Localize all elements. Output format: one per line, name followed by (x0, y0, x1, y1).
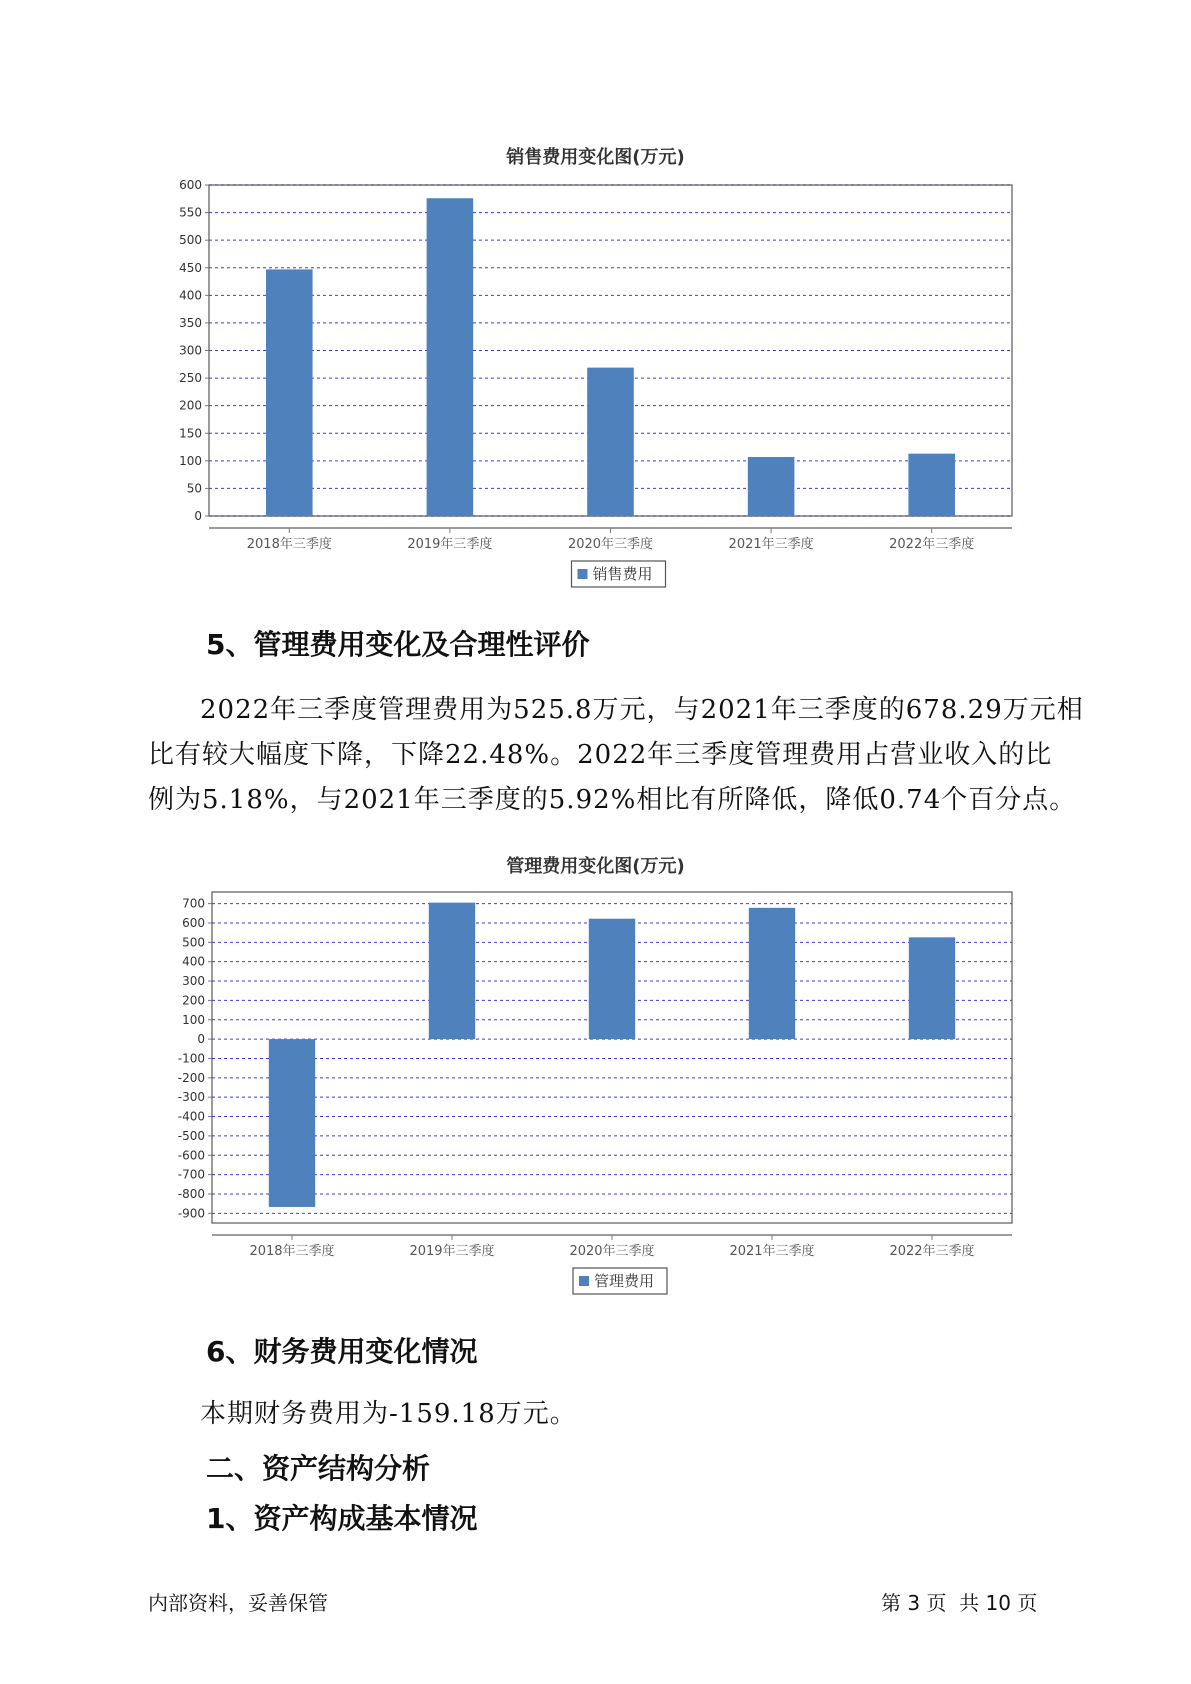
section-asset-1-heading: 1、资产构成基本情况 (206, 1502, 478, 1535)
sales-x-tick-label: 2019年三季度 (407, 537, 493, 552)
admin-x-tick-label: 2021年三季度 (729, 1244, 815, 1259)
admin-x-tick-label: 2022年三季度 (889, 1244, 975, 1259)
sales-x-tick-label: 2018年三季度 (246, 537, 332, 552)
sales-legend-label: 销售费用 (592, 565, 653, 583)
admin-y-tick-label: 400 (182, 954, 205, 969)
admin-expense-chart (0, 880, 1191, 1300)
admin-y-tick-label: -400 (177, 1109, 205, 1124)
admin-legend-swatch (579, 1276, 589, 1286)
admin-y-tick-label: -200 (177, 1070, 205, 1085)
sales-bar (587, 368, 634, 516)
sales-y-tick-label: 0 (194, 509, 202, 523)
sales-legend-swatch (578, 569, 588, 579)
admin-x-tick-label: 2019年三季度 (409, 1244, 495, 1259)
sales-bar (748, 457, 795, 516)
section-6-text: 本期财务费用为-159.18万元。 (200, 1399, 577, 1429)
sales-chart-title: 销售费用变化图(万元) (506, 147, 685, 168)
sales-x-tick-label: 2022年三季度 (889, 537, 975, 552)
sales-bar (266, 269, 313, 516)
admin-bar (269, 1039, 315, 1207)
sales-legend (572, 561, 666, 587)
sales-bar (427, 198, 474, 516)
admin-y-tick-label: 100 (182, 1012, 205, 1027)
admin-bar (909, 937, 955, 1039)
admin-y-tick-label: -300 (177, 1090, 205, 1105)
section-6-heading: 6、财务费用变化情况 (206, 1335, 478, 1368)
section-asset-heading: 二、资产结构分析 (206, 1452, 431, 1485)
sales-y-tick-label: 550 (179, 205, 202, 220)
sales-y-tick-label: 400 (179, 288, 202, 303)
admin-y-tick-label: -100 (177, 1051, 205, 1066)
admin-bar (429, 903, 475, 1039)
admin-y-tick-label: 700 (182, 896, 205, 911)
sales-y-tick-label: 50 (186, 481, 202, 496)
admin-x-tick-label: 2020年三季度 (569, 1244, 655, 1259)
admin-y-tick-label: 500 (182, 935, 205, 950)
admin-y-tick-label: -900 (177, 1206, 205, 1221)
sales-y-tick-label: 300 (179, 343, 202, 358)
admin-y-tick-label: -700 (177, 1167, 205, 1182)
section-5-line-1: 2022年三季度管理费用为525.8万元，与2021年三季度的678.29万元相 (200, 695, 1084, 725)
admin-y-tick-label: 200 (182, 993, 205, 1008)
sales-y-tick-label: 350 (179, 315, 202, 330)
admin-bar (749, 908, 795, 1039)
sales-y-tick-label: 450 (179, 260, 202, 275)
admin-bar (589, 919, 635, 1039)
section-5-line-2: 比有较大幅度下降，下降22.48%。2022年三季度管理费用占营业收入的比 (148, 740, 1053, 770)
admin-chart-title: 管理费用变化图(万元) (506, 856, 685, 877)
admin-x-tick-label: 2018年三季度 (249, 1244, 335, 1259)
admin-legend (573, 1268, 667, 1294)
sales-bar (908, 454, 955, 516)
section-5-heading: 5、管理费用变化及合理性评价 (206, 628, 590, 661)
admin-y-tick-label: 300 (182, 974, 205, 989)
sales-expense-chart (0, 170, 1191, 590)
admin-y-tick-label: -800 (177, 1186, 205, 1201)
footer-right: 第 3 页 共 10 页 (881, 1591, 1038, 1615)
sales-x-tick-label: 2021年三季度 (728, 537, 814, 552)
sales-y-tick-label: 150 (179, 426, 202, 441)
admin-y-tick-label: -500 (177, 1128, 205, 1143)
admin-y-tick-label: 0 (197, 1032, 205, 1047)
section-5-line-3: 例为5.18%，与2021年三季度的5.92%相比有所降低，降低0.74个百分点。 (148, 785, 1077, 815)
sales-y-tick-label: 100 (179, 453, 202, 468)
admin-y-tick-label: -600 (177, 1148, 205, 1163)
sales-y-tick-label: 250 (179, 371, 202, 386)
admin-legend-label: 管理费用 (594, 1272, 655, 1290)
sales-x-tick-label: 2020年三季度 (567, 537, 654, 552)
sales-y-tick-label: 600 (179, 178, 202, 192)
sales-y-tick-label: 500 (179, 233, 202, 248)
sales-y-tick-label: 200 (179, 398, 202, 413)
admin-y-tick-label: 600 (182, 915, 205, 930)
footer-left: 内部资料，妥善保管 (148, 1591, 328, 1615)
